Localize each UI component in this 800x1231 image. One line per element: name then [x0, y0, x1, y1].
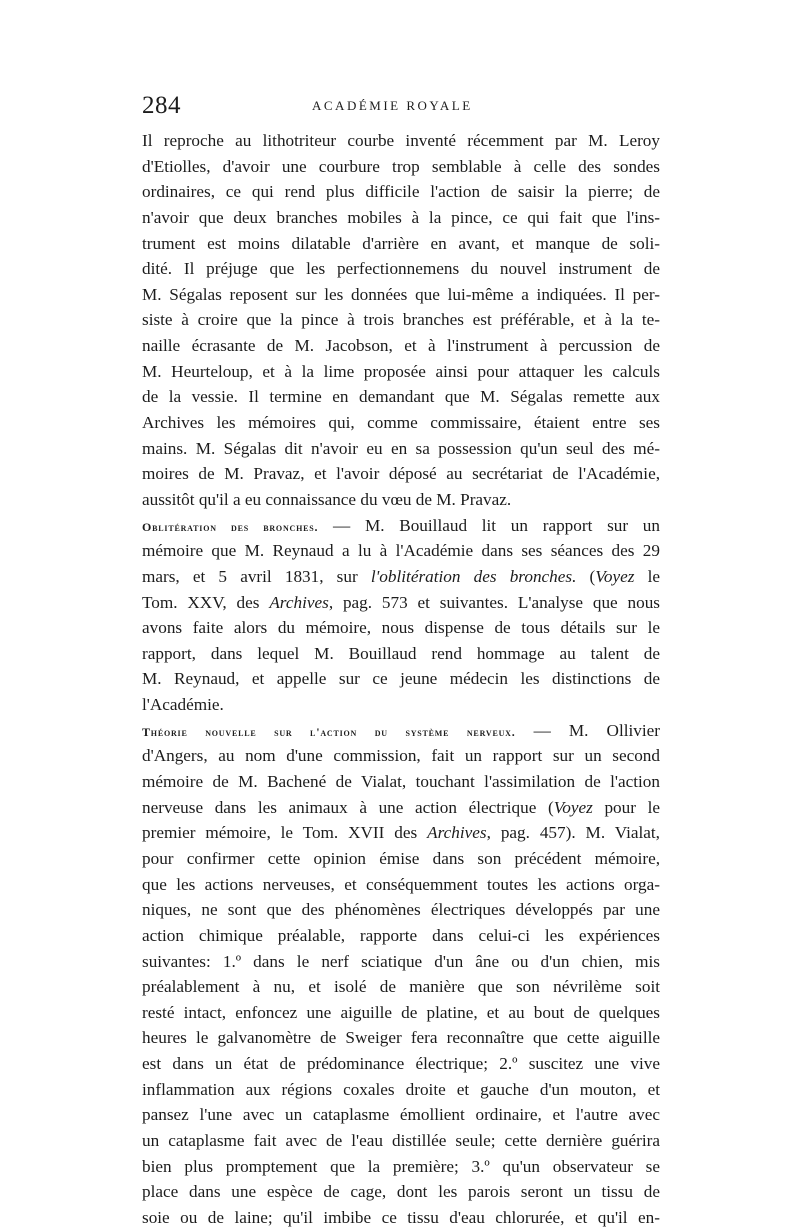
text-line: resté intact, enfoncez une aiguille de platine, et au bout de quelques	[142, 1002, 660, 1022]
text-line: Archives les mémoires qui, comme commissaire, étaient entre ses	[142, 413, 660, 433]
text-line: d'Etiolles, d'avoir une courbure trop semblable à celle des sondes	[142, 156, 660, 176]
text-line: M. Ségalas reposent sur les données que lui-même a indiquées. Il per-	[142, 284, 660, 304]
text-line: pour confirmer cette opinion émise dans son précédent mémoire,	[142, 848, 660, 868]
italic-title: l'oblitération des bronches.	[370, 566, 577, 586]
text-fragment: — M. Ollivier	[515, 720, 660, 740]
text-line: action chimique préalable, rapporte dans celui-ci les expériences	[142, 925, 660, 945]
text-line: dité. Il préjuge que les perfectionnemens du nouvel instrument de	[142, 259, 660, 279]
running-head: ACADÉMIE ROYALE	[312, 98, 473, 113]
text-line: M. Reynaud, et appelle sur ce jeune médecin les distinctions de	[142, 669, 660, 689]
text-line: trument est moins dilatable d'arrière en avant, et manque de soli-	[142, 233, 660, 253]
text-line: naille écrasante de M. Jacobson, et à l'instrument à percussion de	[142, 336, 660, 356]
text-line: mémoire que M. Reynaud a lu à l'Académie dans ses séances des 29	[142, 541, 660, 561]
section-oblit-first-line	[142, 513, 660, 539]
body-text	[142, 128, 660, 1231]
italic-archives: Archives	[269, 592, 329, 612]
text-fragment: le	[634, 566, 660, 586]
section-theorie-first-line	[142, 718, 660, 744]
text-line: mémoire de M. Bachené de Vialat, touchant l'assimilation de l'action	[142, 772, 660, 792]
text-line: niques, ne sont que des phénomènes électriques développés par une	[142, 900, 660, 920]
text-line-mixed	[142, 564, 660, 590]
text-line: d'Angers, au nom d'une commission, fait un rapport sur un second	[142, 746, 660, 766]
text-line: M. Heurteloup, et à la lime proposée ainsi pour attaquer les calculs	[142, 361, 660, 381]
text-line: un cataplasme fait avec de l'eau distillée seule; cette dernière guérira	[142, 1130, 660, 1150]
text-line: place dans une espèce de cage, dont les parois seront un tissu de	[142, 1182, 660, 1202]
text-line: siste à croire que la pince à trois branches est préférable, et à la te-	[142, 310, 660, 330]
text-fragment: mars, et 5 avril 1831, sur	[142, 566, 371, 586]
text-line: l'Académie.	[142, 695, 224, 715]
text-line: de la vessie. Il termine en demandant que M. Ségalas remette aux	[142, 387, 660, 407]
text-fragment: , pag. 573 et suivantes. L'analyse que nous	[328, 592, 660, 612]
text-fragment: , pag. 457). M. Vialat,	[486, 823, 660, 843]
text-line: que les actions nerveuses, et conséquemment toutes les actions orga-	[142, 874, 660, 894]
text-line: préalablement à nu, et isolé de manière que son névrilème soit	[142, 977, 660, 997]
text-fragment: pour le	[592, 797, 660, 817]
text-line: bien plus promptement que la première; 3.º qu'un observateur se	[142, 1156, 660, 1176]
text-line: n'avoir que deux branches mobiles à la pince, ce qui fait que l'ins-	[142, 207, 660, 227]
text-line: aussitôt qu'il a eu connaissance du vœu de M. Pravaz.	[142, 489, 512, 509]
text-fragment: premier mémoire, le Tom. XVII des	[142, 823, 428, 843]
italic-archives: Archives	[427, 823, 487, 843]
text-line: inflammation aux régions coxales droite et gauche d'un mouton, et	[142, 1079, 660, 1099]
page-header	[142, 92, 660, 126]
text-line: ordinaires, ce qui rend plus difficile l'action de saisir la pierre; de	[142, 182, 660, 202]
text-line: pansez l'une avec un cataplasme émollient ordinaire, et l'autre avec	[142, 1105, 660, 1125]
section-heading-oblit: Oblitération des bronches.	[142, 519, 319, 534]
text-line: mains. M. Ségalas dit n'avoir eu en sa possession qu'un seul des mé-	[142, 438, 660, 458]
text-fragment: (	[576, 566, 596, 586]
text-fragment: Tom. XXV, des	[142, 592, 270, 612]
text-line: soie ou de laine; qu'il imbibe ce tissu d'eau chlorurée, et qu'il en-	[142, 1207, 660, 1227]
section-heading-theorie: Théorie nouvelle sur l'action du système nerveux.	[142, 724, 516, 739]
text-line-mixed	[142, 820, 660, 846]
text-line-mixed	[142, 795, 660, 821]
text-line: moires de M. Pravaz, et l'avoir déposé au secrétariat de l'Académie,	[142, 464, 660, 484]
text-line: est dans un état de prédominance électrique; 2.º suscitez une vive	[142, 1054, 660, 1074]
page-number: 284	[142, 92, 181, 119]
text-line: suivantes: 1.º dans le nerf sciatique d'un âne ou d'un chien, mis	[142, 951, 660, 971]
text-fragment: — M. Bouillaud lit un rapport sur un	[318, 515, 660, 535]
text-line: heures le galvanomètre de Sweiger fera reconnaître que cette aiguille	[142, 1028, 660, 1048]
text-line-mixed	[142, 590, 660, 616]
italic-voyez: Voyez	[595, 566, 635, 586]
text-fragment: nerveuse dans les animaux à une action électrique (	[142, 797, 554, 817]
text-line: rapport, dans lequel M. Bouillaud rend hommage au talent de	[142, 643, 660, 663]
text-line: avons faite alors du mémoire, nous dispense de tous détails sur le	[142, 618, 660, 638]
italic-voyez: Voyez	[553, 797, 593, 817]
text-line: Il reproche au lithotriteur courbe inventé récemment par M. Leroy	[142, 131, 660, 150]
